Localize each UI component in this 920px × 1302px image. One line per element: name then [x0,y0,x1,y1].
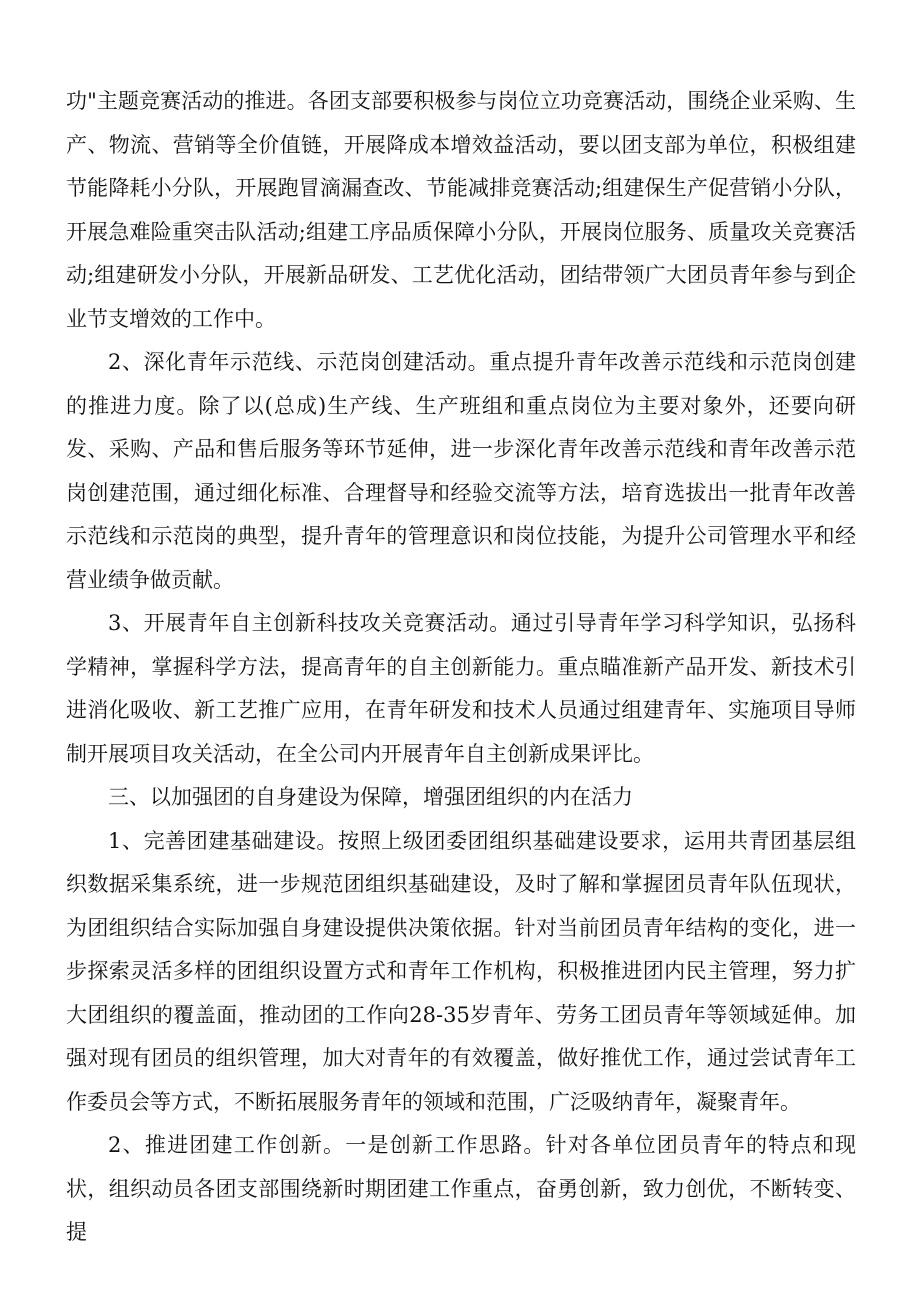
document-body [66,80,856,1255]
paragraph-competition-continuation: 功"主题竞赛活动的推进。各团支部要积极参与岗位立功竞赛活动，围绕企业采购、生产、物流、营销等全价值链，开展降成本增效益活动，要以团支部为单位，积极组建节能降耗小分队，开展跑冒滴漏查改、节能减排竞赛活动;组建保生产促营销小分队，开展急难险重突击队活动;组建工序品质保障小分队，开展岗位服务、质量攻关竞赛活动;组建研发小分队，开展新品研发、工艺优化活动，团结带领广大团员青年参与到企业节支增效的工作中。 [66,89,856,331]
paragraph-demonstration-line: 2、深化青年示范线、示范岗创建活动。重点提升青年改善示范线和示范岗创建的推进力度。除了以(总成)生产线、生产班组和重点岗位为主要对象外，还要向研发、采购、产品和售后服务等环节延伸，进一步深化青年改善示范线和青年改善示范岗创建范围，通过细化标准、合理督导和经验交流等方法，培育选拔出一批青年改善示范线和示范岗的典型，提升青年的管理意识和岗位技能，为提升公司管理水平和经营业绩争做贡献。 [66,350,856,592]
paragraph-work-innovation: 2、推进团建工作创新。一是创新工作思路。针对各单位团员青年的特点和现状，组织动员各团支部围绕新时期团建工作重点，奋勇创新，致力创优，不断转变、提 [66,1133,856,1244]
paragraph-basic-construction: 1、完善团建基础建设。按照上级团委团组织基础建设要求，运用共青团基层组织数据采集系统，进一步规范团组织基础建设，及时了解和掌握团员青年队伍现状，为团组织结合实际加强自身建设提供决策依据。针对当前团员青年结构的变化，进一步探索灵活多样的团组织设置方式和青年工作机构，积极推进团内民主管理，努力扩大团组织的覆盖面，推动团的工作向28-35岁青年、劳务工团员青年等领域延伸。加强对现有团员的组织管理，加大对青年的有效覆盖，做好推优工作，通过尝试青年工作委员会等方式，不断拓展服务青年的领域和范围，广泛吸纳青年，凝聚青年。 [66,828,856,1114]
paragraph-innovation-competition: 3、开展青年自主创新科技攻关竞赛活动。通过引导青年学习科学知识，弘扬科学精神，掌握科学方法，提高青年的自主创新能力。重点瞄准新产品开发、新技术引进消化吸收、新工艺推广应用，在青年研发和技术人员通过组建青年、实施项目导师制开展项目攻关活动，在全公司内开展青年自主创新成果评比。 [66,611,856,766]
section-heading-three: 三、以加强团的自身建设为保障，增强团组织的内在活力 [108,785,633,809]
